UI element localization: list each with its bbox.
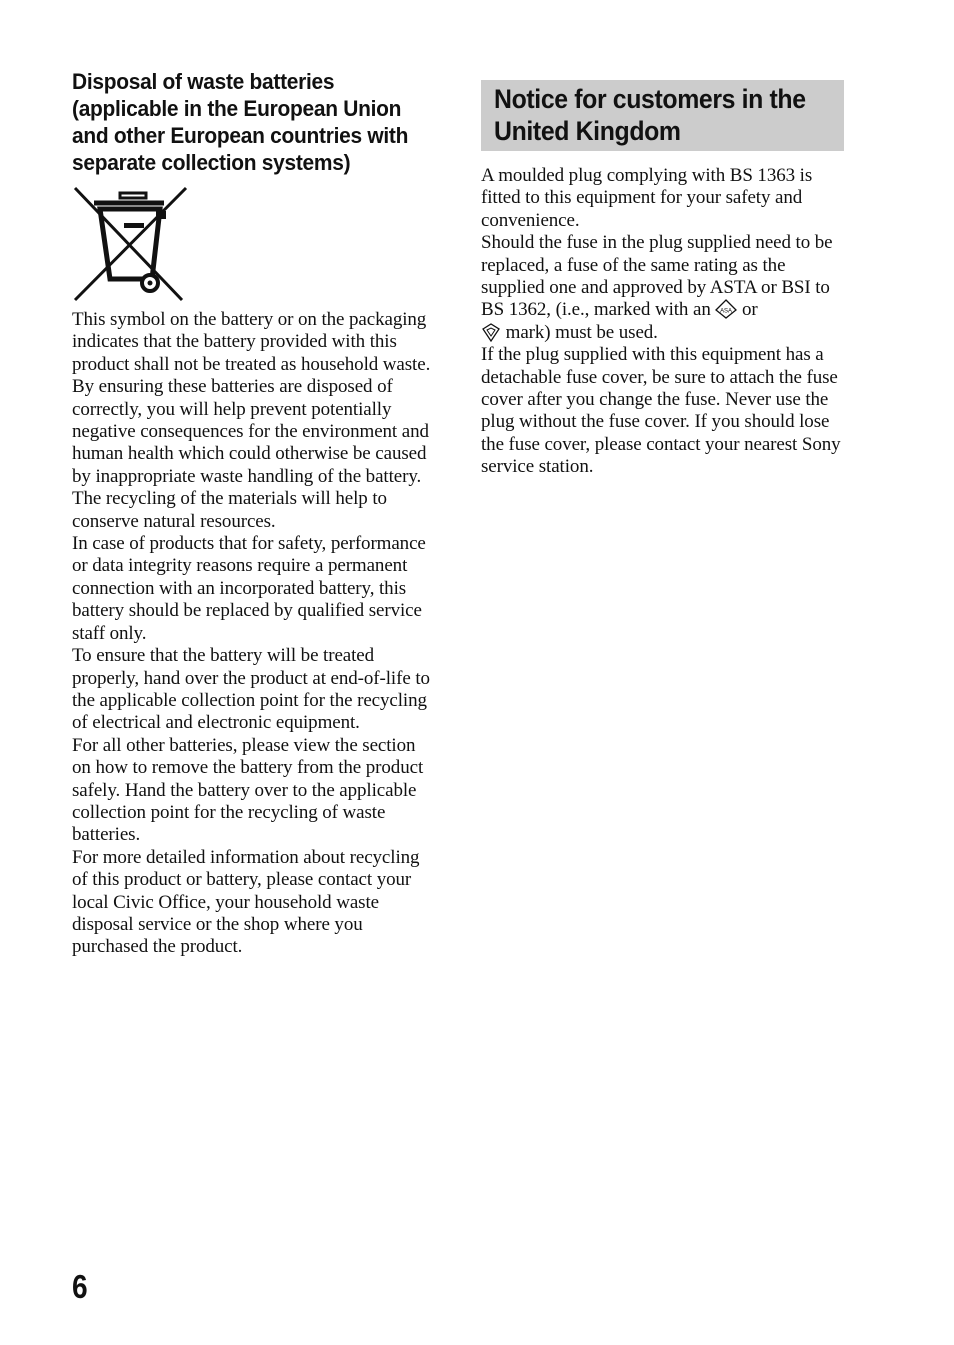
bsi-kitemark-icon [481, 322, 501, 342]
paragraph: This symbol on the battery or on the packaging indicates that the battery provided with this product shall not be treated as household waste. [72, 309, 431, 375]
uk-notice-body [481, 165, 844, 479]
page-number: 6 [72, 1268, 88, 1305]
paragraph: For more detailed information about recycling of this product or battery, please contact your local Civic Office, your household waste disposal service or the shop where you purchased the product. [72, 846, 420, 958]
paragraph: A moulded plug complying with BS 1363 is fitted to this equipment for your safety and convenience. [481, 165, 813, 231]
paragraph-text: mark) must be used. [505, 321, 658, 343]
uk-notice-section [481, 80, 844, 479]
paragraph: By ensuring these batteries are disposed of correctly, you will help prevent potentially negative consequences for the environment and human health which could otherwise be caused by inappropriate waste handling of the battery. The recycling of the materials will help to conserve natural resources. [72, 376, 429, 532]
paragraph: To ensure that the battery will be treated properly, hand over the product at end-of-life to the applicable collection point for the recycling of electrical and electronic equipment. [72, 645, 430, 734]
battery-disposal-body [72, 309, 434, 959]
paragraph-text: Should the fuse in the plug supplied need to be replaced, a fuse of the same rating as the supplied one and approved by ASTA or BSI to BS 1362, (i.e., marked with an [481, 232, 833, 321]
asta-mark-text: ASA [720, 308, 733, 315]
paragraph: For all other batteries, please view the section on how to remove the battery from the product safely. Hand the battery over to the applicable collection point for the recycling of waste batteries. [72, 734, 424, 846]
paragraph-text: or [742, 299, 758, 321]
uk-notice-heading-box [481, 80, 844, 151]
battery-disposal-heading: Disposal of waste batteries (applicable in the European Union and other European countries with separate collection systems) [72, 69, 409, 175]
asta-mark-icon [715, 299, 737, 319]
paragraph [481, 232, 844, 344]
uk-notice-heading: Notice for customers in the United Kingdom [494, 84, 806, 146]
crossed-out-wheeled-bin-icon [72, 185, 188, 303]
paragraph: If the plug supplied with this equipment has a detachable fuse cover, be sure to attach the fuse cover after you change the fuse. Never use the plug without the fuse cover. If you should lose the fuse cover, please contact your nearest Sony service station. [481, 344, 841, 478]
paragraph: In case of products that for safety, performance or data integrity reasons require a permanent connection with an incorporated battery, this battery should be replaced by qualified service staff only. [72, 533, 426, 644]
battery-disposal-section [72, 68, 434, 959]
